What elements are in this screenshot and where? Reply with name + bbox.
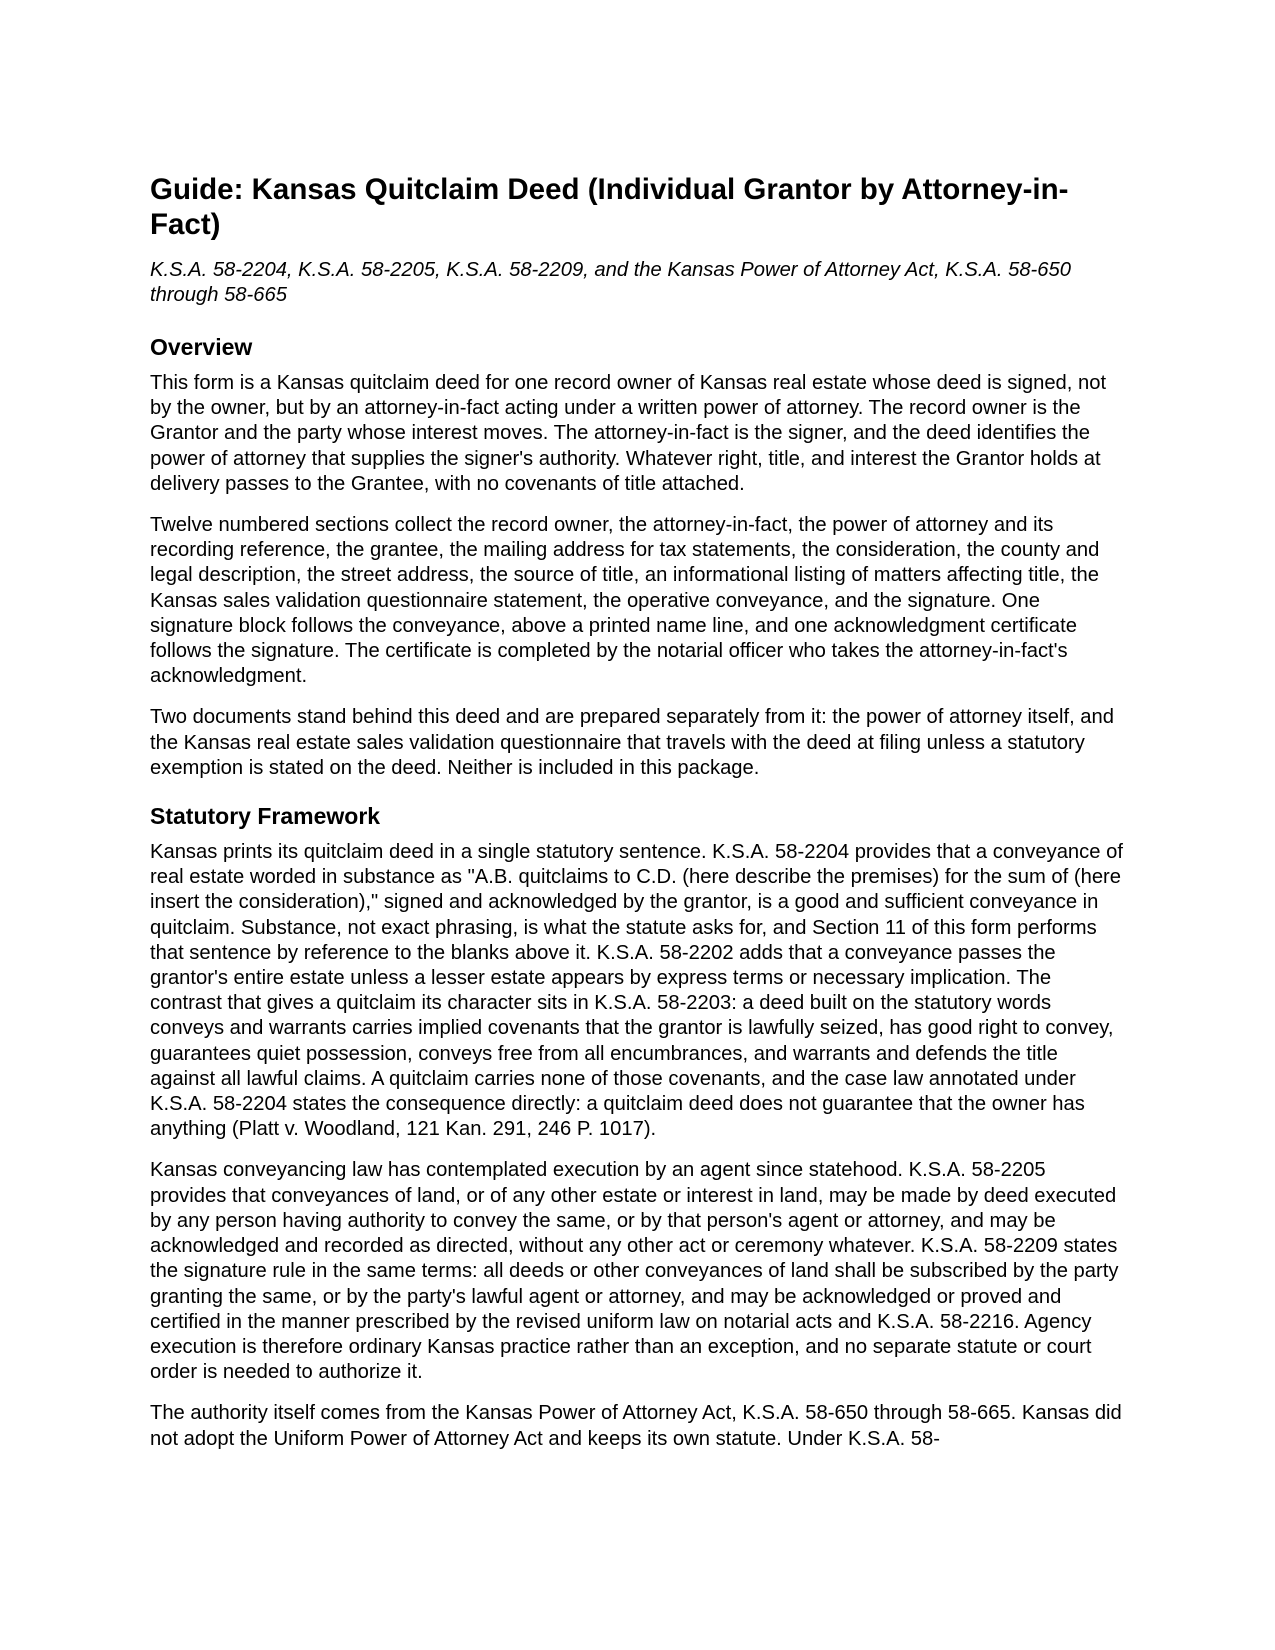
- section-heading: Overview: [150, 334, 253, 360]
- paragraph: The authority itself comes from the Kansas Power of Attorney Act, K.S.A. 58-650 through 58-665. Kansas did not adopt the Uniform Power of Attorney Act and keeps its own statute. Under K.S.A. 58-: [150, 1402, 1122, 1450]
- paragraph: This form is a Kansas quitclaim deed for one record owner of Kansas real estate whose deed is signed, not by the owner, but by an attorney-in-fact acting under a written power of attorney. The record owner is the Grantor and the party whose interest moves. The attorney-in-fact is the signer, and the deed identifies the power of attorney that supplies the signer's authority. Whatever right, title, and interest the Grantor holds at delivery passes to the Grantee, with no covenants of title attached.: [150, 372, 1107, 495]
- section-statutory-framework: [150, 803, 1125, 1452]
- paragraph: Twelve numbered sections collect the record owner, the attorney-in-fact, the power of attorney and its recording reference, the grantee, the mailing address for tax statements, the consideration, the county and legal description, the street address, the source of title, an informational listing of matters affecting title, the Kansas sales validation questionnaire statement, the operative conveyance, and the signature. One signature block follows the conveyance, above a printed name line, and one acknowledgment certificate follows the signature. The certificate is completed by the notarial officer who takes the attorney-in-fact's acknowledgment.: [150, 514, 1100, 688]
- section-heading: Statutory Framework: [150, 803, 381, 830]
- statutory-citation-subtitle: K.S.A. 58-2204, K.S.A. 58-2205, K.S.A. 58-2209, and the Kansas Power of Attorney Act, K.S.A. 58-650 through 58-665: [150, 259, 1071, 306]
- paragraph: Kansas prints its quitclaim deed in a single statutory sentence. K.S.A. 58-2204 provides that a conveyance of real estate worded in substance as "A.B. quitclaims to C.D. (here describe the premises) for the sum of (here insert the consideration)," signed and acknowledged by the grantor, is a good and sufficient conveyance in quitclaim. Substance, not exact phrasing, is what the statute asks for, and Section 11 of this form performs that sentence by reference to the blanks above it. K.S.A. 58-2202 adds that a conveyance passes the grantor's entire estate unless a lesser estate appears by express terms or necessary implication. The contrast that gives a quitclaim its character sits in K.S.A. 58-2203: a deed built on the statutory words conveys and warrants carries implied covenants that the grantor is lawfully seized, has good right to convey, guarantees quiet possession, conveys free from all encumbrances, and warrants and defends the title against all lawful claims. A quitclaim carries none of those covenants, and the case law annotated under K.S.A. 58-2204 states the consequence directly: a quitclaim deed does not guarantee that the owner has anything (Platt v. Woodland, 121 Kan. 291, 246 P. 1017).: [150, 841, 1123, 1141]
- document-title: Guide: Kansas Quitclaim Deed (Individual Grantor by Attorney-in-Fact): [150, 173, 1069, 241]
- paragraph: Kansas conveyancing law has contemplated execution by an agent since statehood. K.S.A. 58-2205 provides that conveyances of land, or of any other estate or interest in land, may be made by deed executed by any person having authority to convey the same, or by that person's agent or attorney, and may be acknowledged and recorded as directed, without any other act or ceremony whatever. K.S.A. 58-2209 states the signature rule in the same terms: all deeds or other conveyances of land shall be subscribed by the party granting the same, or by the party's lawful agent or attorney, and may be acknowledged or proved and certified in the manner prescribed by the revised uniform law on notarial acts and K.S.A. 58-2216. Agency execution is therefore ordinary Kansas practice rather than an exception, and no separate statute or court order is needed to authorize it.: [150, 1159, 1119, 1384]
- section-overview: [150, 334, 1125, 781]
- document-body: [150, 172, 1125, 1468]
- paragraph: Two documents stand behind this deed and are prepared separately from it: the power of attorney itself, and the Kansas real estate sales validation questionnaire that travels with the deed at filing unless a statutory exemption is stated on the deed. Neither is included in this package.: [150, 706, 1114, 779]
